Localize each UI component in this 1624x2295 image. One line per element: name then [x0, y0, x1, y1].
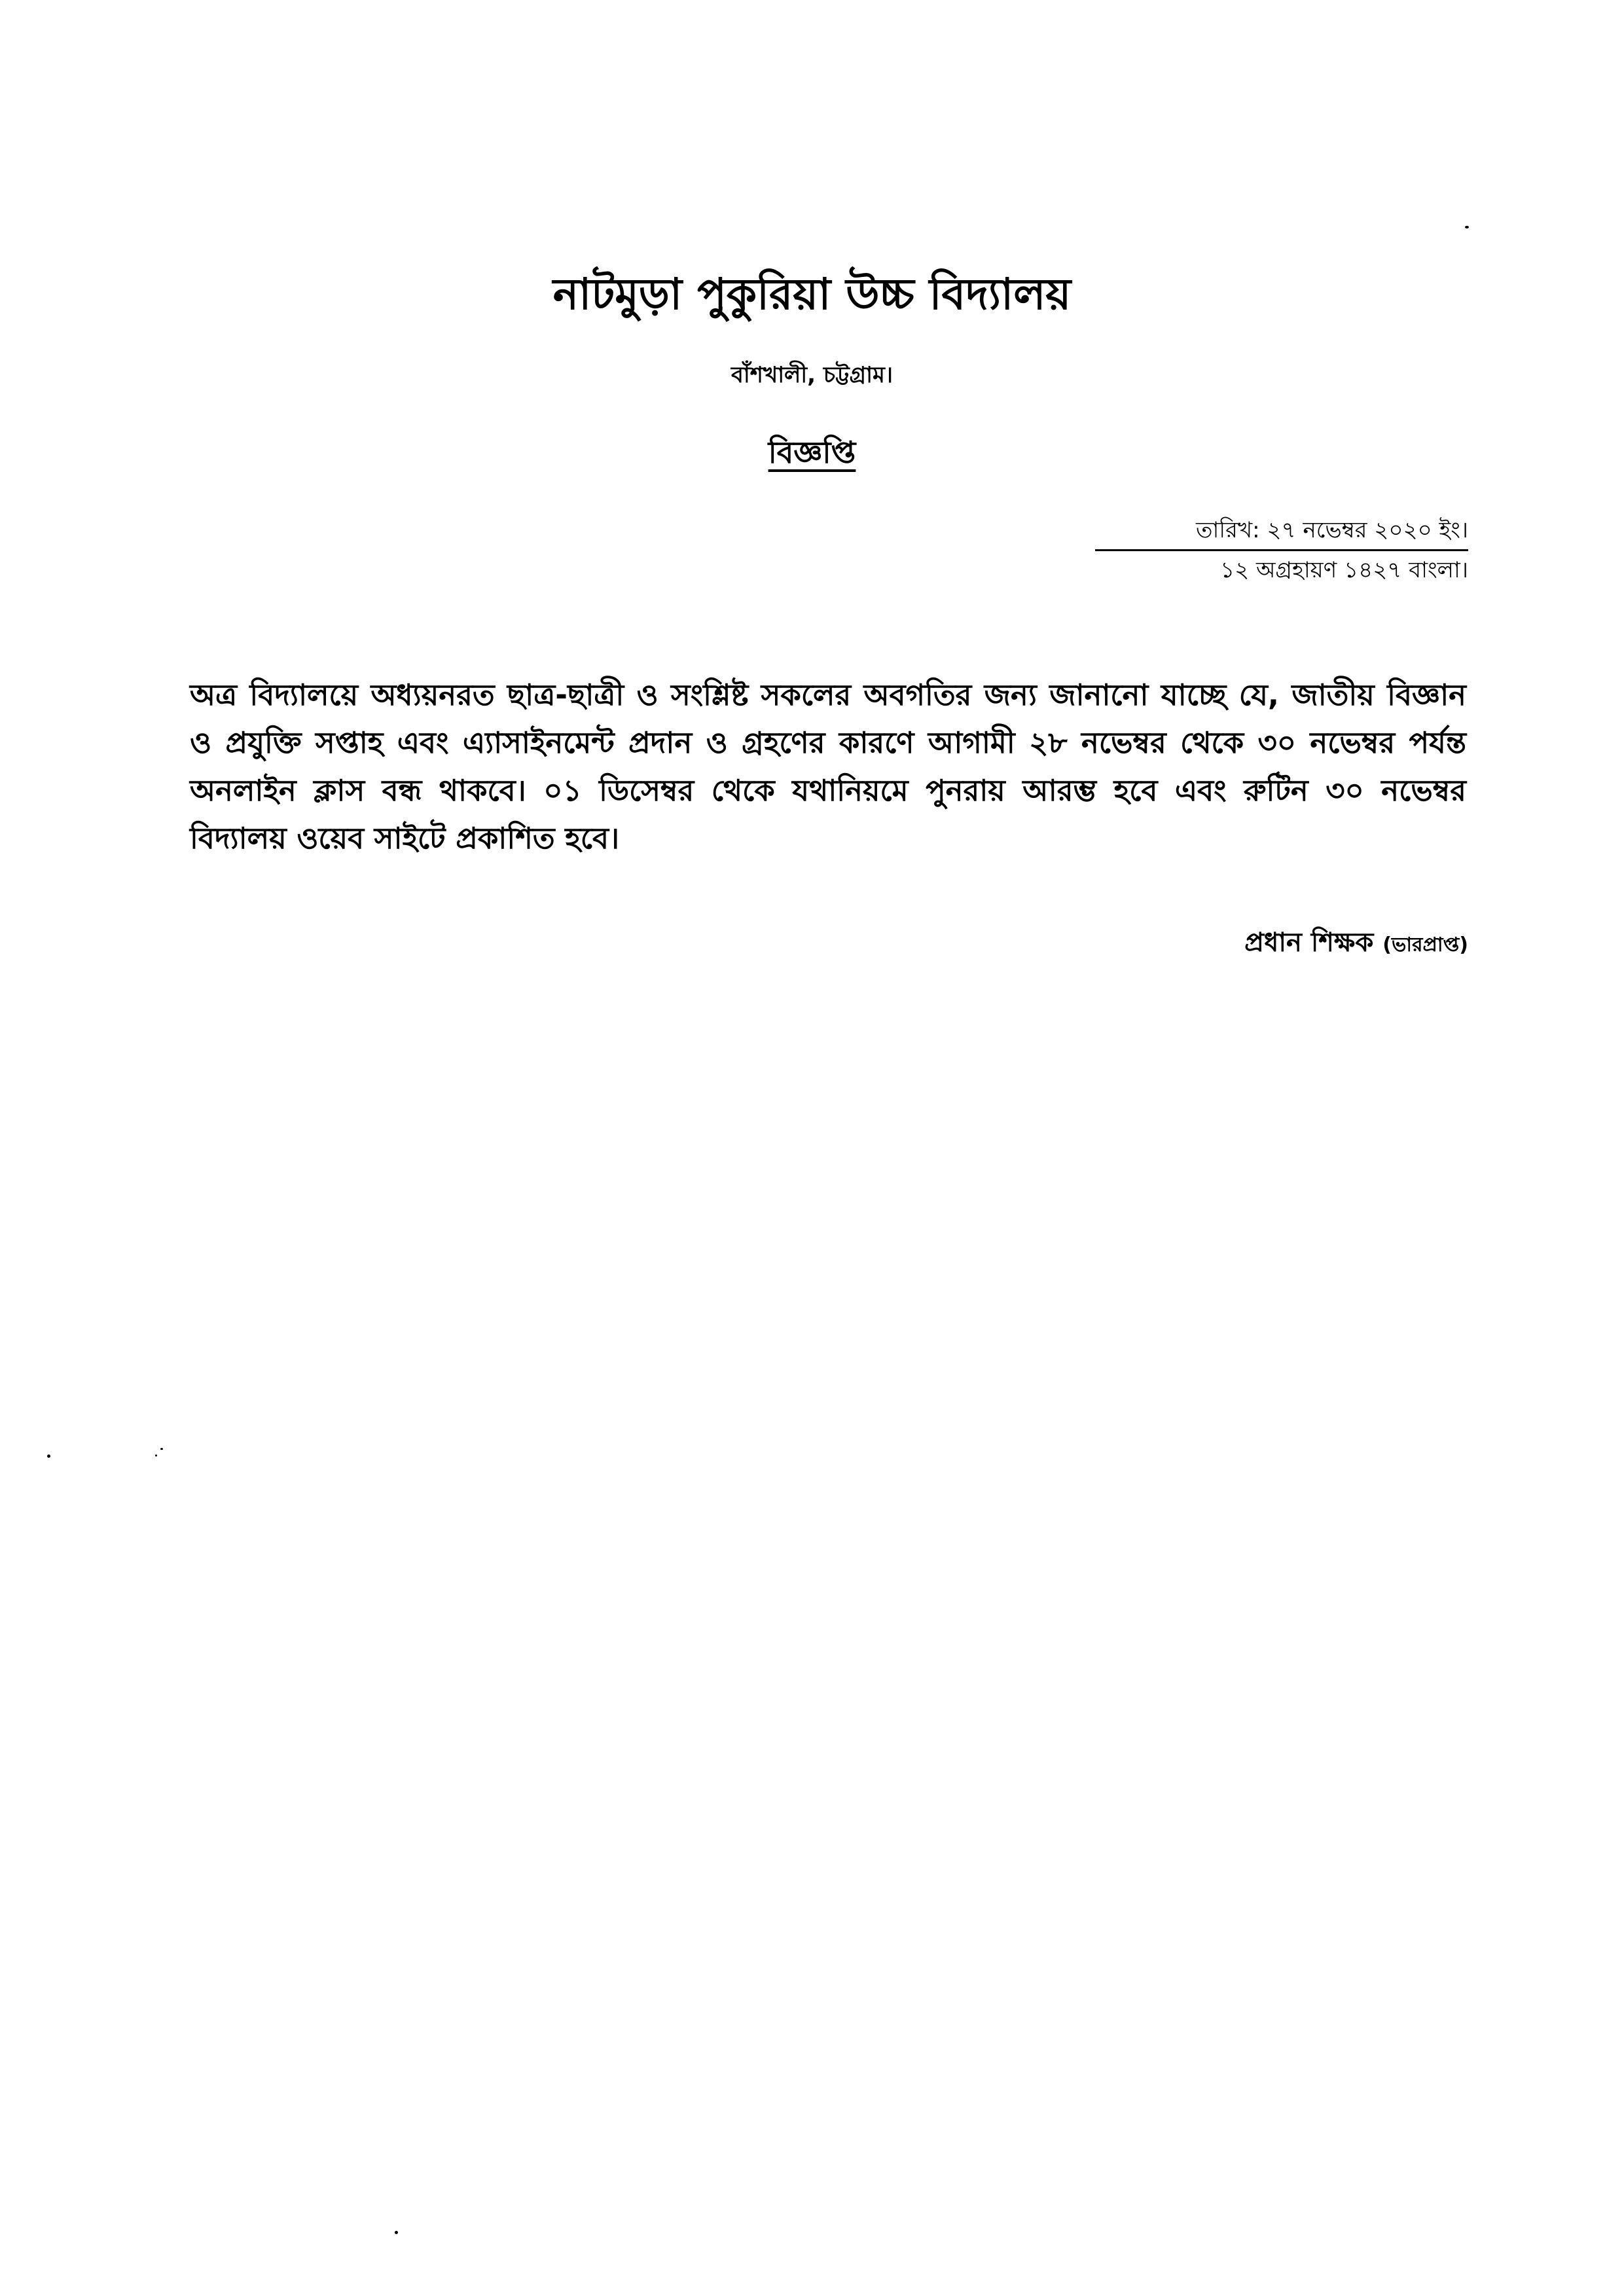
school-address: বাঁশখালী, চট্টগ্রাম।	[731, 362, 893, 388]
scan-speck	[1465, 226, 1469, 228]
date-english: তারিখ: ২৭ নভেম্বর ২০২০ ইং।	[1095, 514, 1468, 551]
notice-heading	[0, 431, 1624, 474]
scan-speck	[395, 2231, 398, 2234]
notice-body: অত্র বিদ্যালয়ে অধ্যয়নরত ছাত্র-ছাত্রী ও সংশ্লিষ্ট সকলের অবগতির জন্য জানানো যাচ্ছে যে, জাতীয় বিজ্ঞান ও প্রযুক্তি সপ্তাহ এবং এ্যাসাইনমেন্ট প্রদান ও গ্রহণের কারণে আগামী ২৮ নভেম্বর থেকে ৩০ নভেম্বর পর্যন্ত অনলাইন ক্লাস বন্ধ থাকবে। ০১ ডিসেম্বর থেকে যথানিয়মে পুনরায় আরম্ভ হবে এবং রুটিন ৩০ নভেম্বর বিদ্যালয় ওয়েব সাইটে প্রকাশিত হবে।	[190, 678, 1466, 856]
scan-speck	[155, 1455, 157, 1456]
scan-speck	[47, 1455, 50, 1458]
date-bengali: ১২ অগ্রহায়ণ ১৪২৭ বাংলা।	[1220, 557, 1468, 583]
notice-title: বিজ্ঞপ্তি	[768, 435, 856, 470]
scan-speck	[160, 1448, 163, 1450]
school-name: নাটমুড়া পুকুরিয়া উচ্চ বিদ্যালয়	[552, 269, 1072, 319]
signature-note: (ভারপ্রাপ্ত)	[1382, 933, 1468, 956]
signature-block	[1244, 923, 1468, 965]
signature-title: প্রধান শিক্ষক	[1244, 928, 1374, 958]
date-block	[1095, 514, 1468, 587]
